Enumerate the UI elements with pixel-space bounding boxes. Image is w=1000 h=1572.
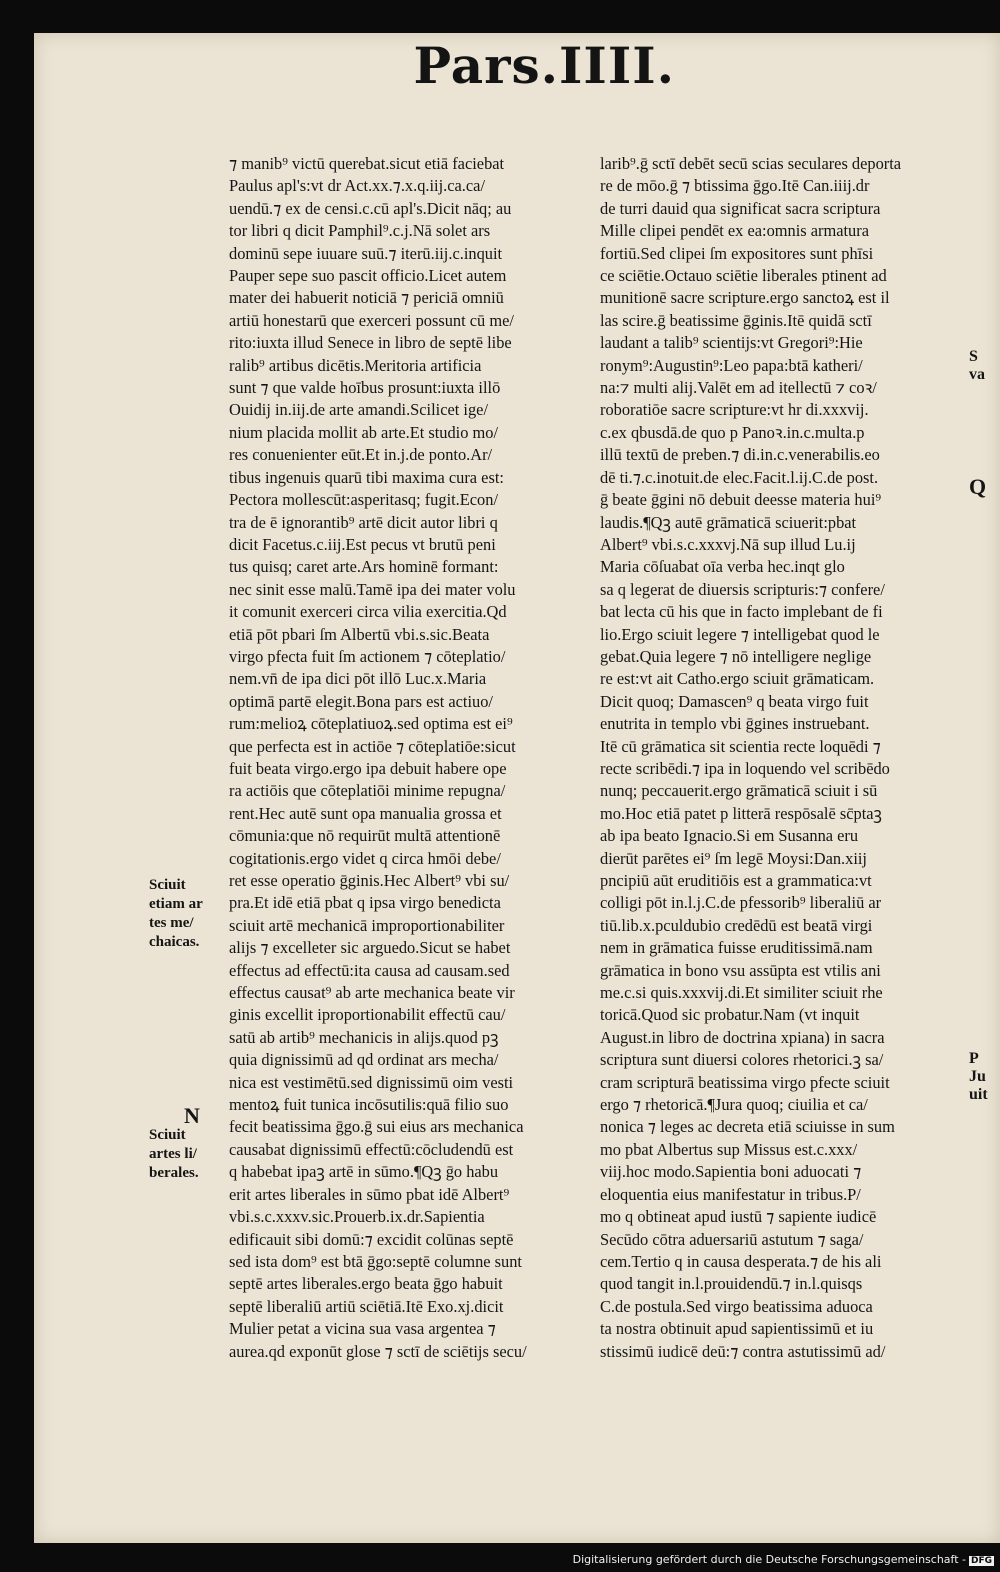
text-line: larib⁹.ḡ sctī debēt secū scias seculares deporta [600,154,902,173]
text-line: uendū.⁊ ex de censi.c.cū apl's.Dicit nāq; au [229,198,512,218]
text-line: laudis.¶Qꝫ autē grāmaticā sciuerit:pbat [600,512,857,532]
text-line: fuit beata virgo.ergo ipa debuit habere ope [229,758,507,778]
text-line: grāmatica in bono vsu assūpta est vtilis ani [600,960,881,980]
text-line: ret esse operatio ḡginis.Hec Albert⁹ vbi su/ [229,871,510,890]
text-line: tor libri q dicit Pamphil⁹.c.j.Nā solet ars [229,221,491,241]
text-line: vbi.s.c.xxxv.sic.Prouerb.ix.dr.Sapientia [229,1207,485,1227]
text-line: tra de ē ignorantib⁹ artē dicit autor libri q [229,512,498,532]
text-line: mentoꝝ fuit tunica incōsutilis:quā filio suo [229,1095,509,1115]
paragraph-mark: N [184,1103,200,1128]
text-line: re est:vt ait Catho.ergo sciuit grāmaticam. [600,669,875,689]
text-line: etiā pōt pbari ſm Albertū vbi.s.sic.Beata [229,624,490,644]
text-line: laudant a talib⁹ scientijs:vt Gregori⁹:Hie [600,333,863,353]
text-line: que perfecta est in actiōe ⁊ cōteplatiōe:sicut [229,736,516,756]
margin-note-line: etiam ar [149,896,203,912]
text-line: dierūt parētes ei⁹ ſm legē Moysi:Dan.xiij [600,848,867,868]
text-line: nem.vn̄ de ipa dici pōt illō Luc.x.Maria [229,669,487,689]
text-line: toricā.Quod sic probatur.Nam (vt inquit [600,1005,860,1025]
text-line: sa q legerat de diuersis scripturis:⁊ confere/ [600,579,885,599]
text-line: edificauit sibi domū:⁊ excidit colūnas septē [229,1229,514,1249]
page-heading: Pars.IIII. [413,36,675,95]
edge-text: Ju [969,1068,986,1085]
edge-text: Q [969,474,987,499]
footer-text: Digitalisierung gefördert durch die Deutsche Forschungsgemeinschaft - [572,1553,966,1566]
text-line: cram scripturā beatissima virgo pfecte sciuit [600,1072,890,1092]
text-line: quod tangit in.l.prouidendū.⁊ in.l.quisqs [600,1274,863,1294]
text-line: aurea.qd exponūt glose ⁊ sctī de sciētijs secu/ [229,1341,527,1361]
text-line: scriptura sunt diuersi colores rhetorici.ꝫ sa/ [600,1050,884,1070]
margin-note-mechanical-arts [149,876,229,952]
edge-fragment-2 [969,474,987,499]
footer-credit [573,1553,994,1566]
text-line: septē liberaliū artiū sciētiā.Itē Exo.xj.dicit [229,1296,504,1316]
edge-fragment-3 [969,1050,988,1104]
text-line: ginis excellit iproportionabilit effectū cau/ [229,1005,506,1025]
text-line: nonica ⁊ leges ac decreta etiā sciuisse in sum [600,1117,895,1137]
text-line: Mulier petat a vicina sua vasa argentea ⁊ [229,1319,496,1339]
text-line: ḡ beate ḡgini nō debuit deesse materia hui⁹ [600,490,882,510]
text-line: Ouidij in.iij.de arte amandi.Scilicet ige/ [229,400,488,420]
text-line: tiū.lib.x.pculdubio credēdū est beatā virgi [600,915,873,935]
text-line: viij.hoc modo.Sapientia boni aduocati ⁊ [600,1162,862,1182]
text-line: satū ab artib⁹ mechanicis in alijs.quod pꝫ [229,1027,499,1047]
text-line: erit artes liberales in sūmo pbat idē Albert⁹ [229,1184,510,1204]
text-line: dicit Facetus.c.iij.Est pecus vt brutū peni [229,534,496,554]
text-line: Dicit quoq; Damascen⁹ q beata virgo fuit [600,691,869,711]
text-line: enutrita in templo vbi ḡgines instruebant. [600,714,870,734]
text-line: illū textū de preben.⁊ di.in.c.venerabilis.eo [600,445,880,465]
text-line: recte scribēdi.⁊ ipa in loquendo vel scribēdo [600,758,890,778]
text-line: nem in grāmatica fuisse eruditissimā.nam [600,938,873,958]
text-line: rum:melioꝝ cōteplatiuoꝝ.sed optima est ei⁹ [229,714,513,734]
text-line: stissimū iudicē deū:⁊ contra astutissimū ad/ [600,1341,886,1361]
text-line: effectus causat⁹ ab arte mechanica beate vir [229,983,515,1003]
text-line: Pectora mollescūt:asperitasq; fugit.Econ/ [229,490,499,510]
text-line: pra.Et idē etiā pbat q ipsa virgo benedicta [229,893,501,913]
edge-text: va [969,366,985,383]
text-line: tus quisq; caret arte.Ars hominē formant: [229,557,499,577]
text-line: dē ti.⁊.c.inotuit.de elec.Facit.l.ij.C.de post. [600,467,879,487]
edge-fragment-1 [969,348,985,384]
text-line: ab ipa beato Ignacio.Si em Susanna eru [600,826,859,846]
text-line: pncipiū aūt eruditiōis est a grammatica:vt [600,871,872,890]
text-line: bat lecta cū his que in facto implebant de fi [600,602,883,622]
text-line: ralib⁹ artibus dicētis.Meritoria artificia [229,355,482,375]
text-line: ra actiōis que cōteplatiōi minime repugna/ [229,781,506,801]
text-line: Pauper sepe suo pascit officio.Licet autem [229,266,507,286]
text-line: re de mōo.ḡ ⁊ btissima ḡgo.Itē Can.iiij.dr [600,176,870,196]
text-line: mater dei habuerit noticiā ⁊ periciā omniū [229,288,504,308]
text-line: de turri dauid qua significat sacra scriptura [600,198,881,218]
text-line: artiū honestarū que exerceri possunt cū me/ [229,310,514,330]
margin-note-line: berales. [149,1165,199,1181]
text-line: ta nostra obtinuit apud sapientissimū et iu [600,1319,874,1339]
text-line: las scire.ḡ beatissime ḡginis.Itē quidā sctī [600,310,872,330]
text-line: tibus ingenuis quarū tibi maxima cura est: [229,467,504,487]
text-line: cem.Tertio q in causa desperata.⁊ de his ali [600,1251,882,1271]
edge-text: uit [969,1086,988,1103]
text-line: quia dignissimū ad qd ordinat ars mecha/ [229,1050,499,1070]
text-line: ce sciētie.Octauo sciētie liberales ptinent ad [600,266,887,286]
text-line: q habebat ipaꝫ artē in sūmo.¶Qꝫ ḡo habu [229,1162,499,1182]
dfg-logo: DFG [970,1556,992,1566]
margin-note-line: Sciuit [149,1127,186,1143]
text-line: effectus ad effectū:ita causa ad causam.sed [229,960,510,980]
text-line: virgo pfecta fuit ſm actionem ⁊ cōteplatio/ [229,646,506,666]
text-line: cōmunia:que nō requirūt multā attentionē [229,826,501,846]
text-line: sed ista dom⁹ est btā ḡgo:septē columne sunt [229,1251,522,1271]
text-line: sciuit artē mechanicā improportionabiliter [229,915,505,935]
margin-note-line: tes me/ [149,915,194,931]
text-line: C.de postula.Sed virgo beatissima aduoca [600,1296,873,1316]
text-line: gebat.Quia legere ⁊ nō intelligere neglige [600,646,872,666]
text-line: ⁊ manib⁹ victū querebat.sicut etiā faciebat [229,154,505,173]
text-line: optimā partē elegit.Bona pars est actiuo/ [229,691,493,711]
edge-text: S [969,348,978,365]
text-line: c.ex qbusdā.de quo p Panoꝛ.in.c.multa.p [600,422,865,442]
margin-note-line: artes li/ [149,1146,197,1162]
text-line: cogitationis.ergo videt q circa hmōi debe/ [229,848,501,868]
text-line: res conuenienter eūt.Et in.j.de ponto.Ar/ [229,445,493,465]
text-line: August.in libro de doctrina xpiana) in sacra [600,1027,885,1047]
text-line: rent.Hec autē sunt opa manualia grossa et [229,803,502,823]
text-line: ergo ⁊ rhetoricā.¶Jura quoq; ciuilia et ca/ [600,1095,868,1115]
text-line: mo pbat Albertus sup Missus est.c.xxx/ [600,1139,858,1159]
text-line: dominū sepe iuuare suū.⁊ iterū.iij.c.inquit [229,243,503,263]
margin-note-liberal-arts [149,1103,229,1183]
text-line: eloquentia eius manifestatur in tribus.P/ [600,1184,861,1204]
text-line: ronym⁹:Augustin⁹:Leo papa:btā katheri/ [600,355,863,375]
text-line: mo.Hoc etiā patet p litterā respōsalē sc̄ptaꝫ [600,803,882,823]
text-line: mo q obtineat apud iustū ⁊ sapiente iudicē [600,1207,877,1227]
margin-note-line: chaicas. [149,934,200,950]
text-line: Paulus apl's:vt dr Act.xx.⁊.x.q.iij.ca.ca/ [229,176,486,196]
text-line: sunt ⁊ que valde hoībus prosunt:iuxta illō [229,378,501,398]
text-line: nec sinit esse malū.Tamē ipa dei mater volu [229,579,516,599]
margin-note-line: Sciuit [149,877,186,893]
text-line: lio.Ergo sciuit legere ⁊ intelligebat quod le [600,624,880,644]
text-line: munitionē sacre scripture.ergo sanctoꝝ est il [600,288,890,308]
text-line: Secūdo cōtra aduersariū astutum ⁊ saga/ [600,1229,864,1249]
text-line: Albert⁹ vbi.s.c.xxxvj.Nā sup illud Lu.ij [600,534,856,554]
text-line: it comunit exerceri circa vilia exercitia.Qd [229,602,507,622]
text-line: nica est vestimētū.sed dignissimū oim vesti [229,1072,514,1092]
text-line: me.c.si quis.xxxvij.di.Et similiter sciuit rhe [600,983,883,1003]
text-line: nunq; peccauerit.ergo grāmaticā sciuit i sū [600,781,878,801]
text-line: rito:iuxta illud Senece in libro de septē libe [229,333,512,353]
scanned-page [34,33,1000,1543]
right-text-column [600,153,960,1363]
text-line: roboratiōe sacre scripture:vt hr di.xxxvij. [600,400,869,420]
text-line: septē artes liberales.ergo beata ḡgo habuit [229,1274,503,1294]
text-line: Itē cū grāmatica sit scientia recte loquēdi ⁊ [600,736,881,756]
text-line: fecit beatissima ḡgo.ḡ sui eius ars mechanica [229,1117,524,1137]
text-line: Mille clipei pendēt ex ea:omnis armatura [600,221,869,241]
text-line: colligi pōt in.l.j.C.de pfessorib⁹ liberaliū ar [600,893,882,913]
left-text-column [229,153,604,1363]
text-line: fortiū.Sed clipei ſm expositores sunt phīsi [600,243,874,263]
text-line: causabat dignissimū effectū:cōcludendū est [229,1139,514,1159]
text-line: Maria cōſuabat oīa verba hec.inqt glo [600,557,845,577]
text-line: nium placida mollit ab arte.Et studio mo/ [229,422,499,442]
text-line: na:⁊ multi alij.Valēt em ad itellectū ⁊ coꝛ/ [600,378,877,398]
edge-text: P [969,1050,979,1067]
text-line: alijs ⁊ excelleter sic arguedo.Sicut se habet [229,938,511,958]
